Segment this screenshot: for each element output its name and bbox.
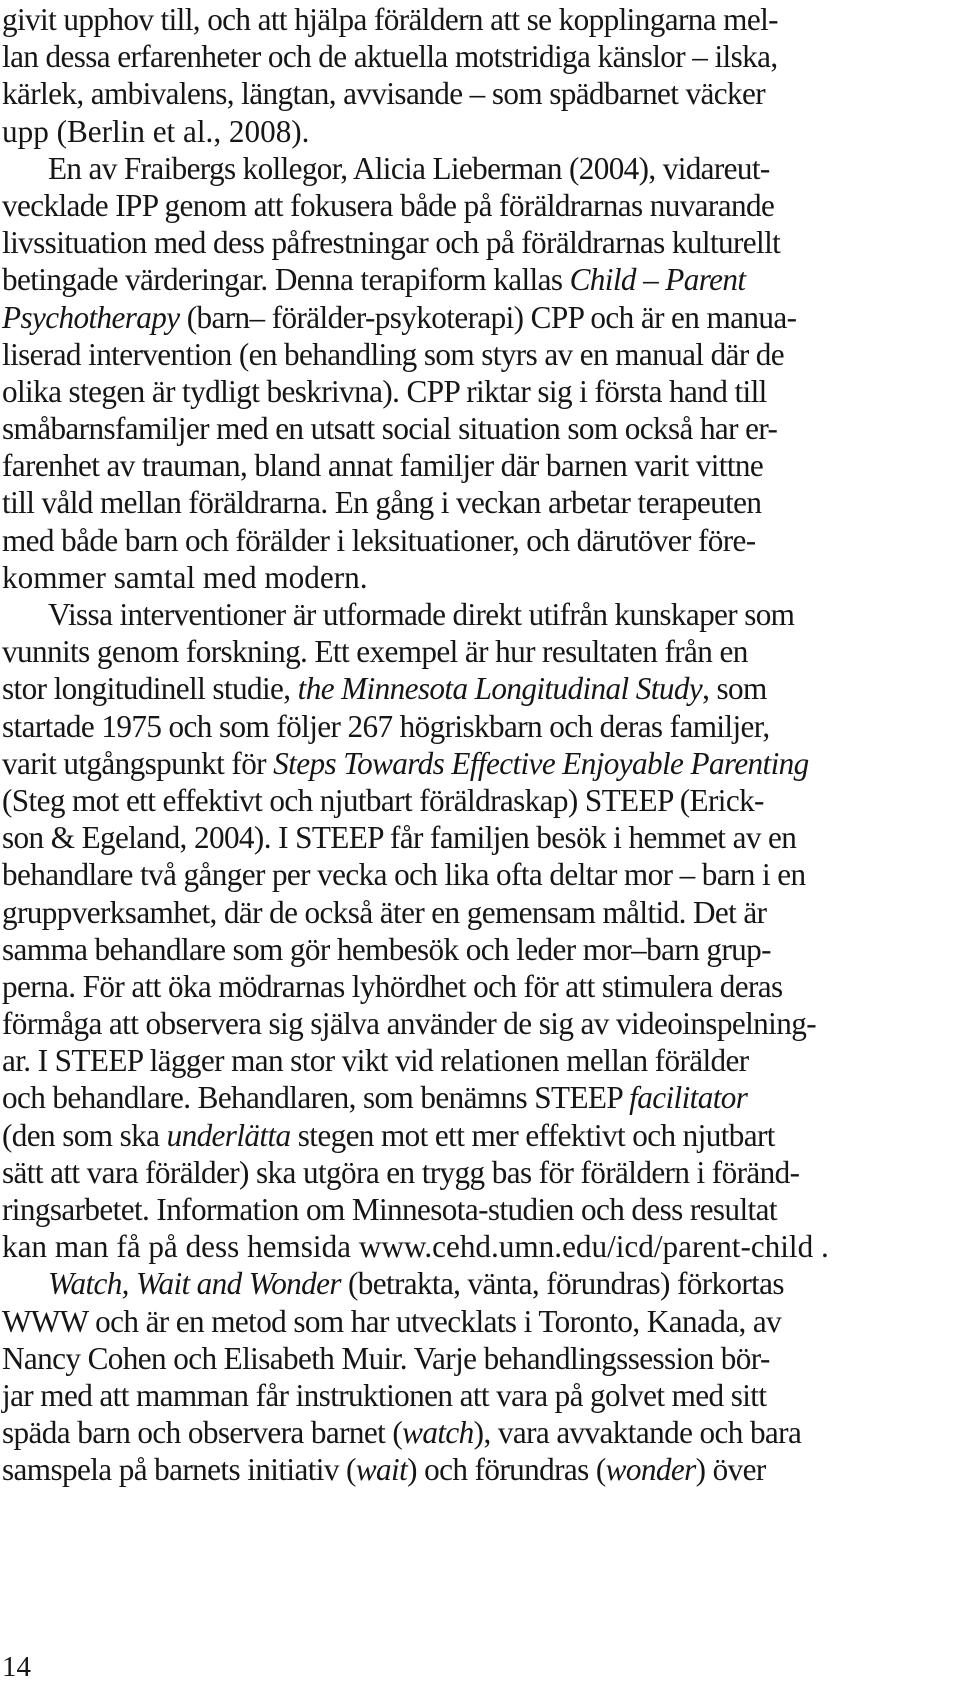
text-line xyxy=(2,38,960,75)
text-run: olika stegen är tydligt beskrivna). CPP riktar sig i första hand till xyxy=(2,373,767,409)
text-line xyxy=(2,1265,960,1302)
text-run: ) och förundras ( xyxy=(407,1452,606,1488)
text-line xyxy=(2,1154,960,1191)
text-run: till våld mellan föräldrarna. En gång i veckan arbetar terapeuten xyxy=(2,485,762,521)
text-line xyxy=(2,782,960,819)
text-line xyxy=(2,299,960,336)
text-line xyxy=(2,1303,960,1340)
text-run: (barn– förälder-psykoterapi) CPP och är en manua- xyxy=(179,299,797,335)
text-line xyxy=(2,150,960,187)
text-run: upp (Berlin et al., 2008). xyxy=(2,113,310,149)
text-run: förmåga att observera sig själva använder de sig av videoinspelning- xyxy=(2,1006,816,1042)
italic-text: watch xyxy=(402,1415,474,1451)
text-line xyxy=(2,336,960,373)
text-run: (den som ska xyxy=(2,1117,167,1153)
text-run: med både barn och förälder i leksituationer, och därutöver före- xyxy=(2,522,756,558)
text-line xyxy=(2,113,960,150)
text-line xyxy=(2,75,960,112)
italic-text: Watch, Wait and Wonder xyxy=(48,1266,341,1302)
text-run: kan man få på dess hemsida www.cehd.umn.edu/icd/parent-child . xyxy=(2,1229,829,1265)
italic-text: Steps Towards Effective Enjoyable Parenting xyxy=(273,745,809,781)
page-number: 14 xyxy=(2,1651,31,1683)
text-line xyxy=(2,447,960,484)
italic-text: Psychotherapy xyxy=(2,299,180,335)
text-line xyxy=(2,819,960,856)
text-line xyxy=(2,1451,960,1488)
text-run: perna. För att öka mödrarnas lyhördhet och för att stimulera deras xyxy=(2,968,783,1004)
italic-text: the Minnesota Longitudinal Study xyxy=(297,671,703,707)
text-run: kommer samtal med modern. xyxy=(2,559,368,595)
text-run: ) över xyxy=(695,1452,766,1488)
text-line xyxy=(2,1228,960,1265)
text-line xyxy=(2,596,960,633)
text-run: stegen mot ett mer effektivt och njutbart xyxy=(290,1117,775,1153)
text-line xyxy=(2,410,960,447)
text-run: Vissa interventioner är utformade direkt utifrån kunskaper som xyxy=(48,597,795,632)
text-run: samma behandlare som gör hembesök och leder mor–barn grup- xyxy=(2,931,771,967)
text-run: varit utgångspunkt för xyxy=(2,745,274,781)
italic-text: wonder xyxy=(605,1452,696,1488)
text-line xyxy=(2,373,960,410)
text-run: son & Egeland, 2004). I STEEP får familjen besök i hemmet av en xyxy=(2,820,797,856)
text-line xyxy=(2,1042,960,1079)
text-line xyxy=(2,559,960,596)
text-line xyxy=(2,1117,960,1154)
text-run: (betrakta, vänta, förundras) förkortas xyxy=(340,1266,784,1302)
text-run: och behandlare. Behandlaren, som benämns STEEP xyxy=(2,1080,630,1116)
text-line xyxy=(2,968,960,1005)
text-run: ar. I STEEP lägger man stor vikt vid relationen mellan förälder xyxy=(2,1043,749,1079)
text-line xyxy=(2,224,960,261)
text-run: givit upphov till, och att hjälpa föräldern att se kopplingarna mel- xyxy=(2,2,778,37)
text-run: späda barn och observera barnet ( xyxy=(2,1415,403,1451)
text-run: ), vara avvaktande och bara xyxy=(473,1415,802,1451)
text-line xyxy=(2,894,960,931)
text-run: farenhet av trauman, bland annat familjer där barnen varit vittne xyxy=(2,448,764,484)
italic-text: underlätta xyxy=(166,1117,291,1153)
text-line xyxy=(2,745,960,782)
text-run: lan dessa erfarenheter och de aktuella motstridiga känslor – ilska, xyxy=(2,39,778,75)
text-run: småbarnsfamiljer med en utsatt social situation som också har er- xyxy=(2,411,778,447)
text-line xyxy=(2,1005,960,1042)
body-text xyxy=(2,1,960,1489)
text-run: sätt att vara förälder) ska utgöra en trygg bas för föräldern i föränd- xyxy=(2,1154,800,1190)
text-run: liserad intervention (en behandling som styrs av en manual där de xyxy=(2,336,785,372)
text-run: , som xyxy=(702,671,767,707)
text-run: gruppverksamhet, där de också äter en gemensam måltid. Det är xyxy=(2,894,767,930)
text-line xyxy=(2,1414,960,1451)
text-run: vecklade IPP genom att fokusera både på föräldrarnas nuvarande xyxy=(2,187,775,223)
text-line xyxy=(2,484,960,521)
italic-text: Child – Parent xyxy=(569,262,746,298)
text-line xyxy=(2,1340,960,1377)
text-line xyxy=(2,633,960,670)
text-run: samspela på barnets initiativ ( xyxy=(2,1452,356,1488)
text-line xyxy=(2,187,960,224)
text-line xyxy=(2,1079,960,1116)
text-run: Nancy Cohen och Elisabeth Muir. Varje behandlingssession bör- xyxy=(2,1340,770,1376)
text-run: (Steg mot ett effektivt och njutbart föräldraskap) STEEP (Erick- xyxy=(2,782,764,818)
italic-text: facilitator xyxy=(629,1080,748,1116)
text-run: WWW och är en metod som har utvecklats i Toronto, Kanada, av xyxy=(2,1303,782,1339)
text-line xyxy=(2,931,960,968)
text-run: livssituation med dess påfrestningar och på föräldrarnas kulturellt xyxy=(2,225,781,261)
text-run: stor longitudinell studie, xyxy=(2,671,298,707)
text-line xyxy=(2,1377,960,1414)
text-line xyxy=(2,1,960,38)
text-run: betingade värderingar. Denna terapiform kallas xyxy=(2,262,570,298)
text-run: startade 1975 och som följer 267 högriskbarn och deras familjer, xyxy=(2,708,770,744)
text-line xyxy=(2,670,960,707)
text-run: jar med att mamman får instruktionen att vara på golvet med sitt xyxy=(2,1377,767,1413)
text-line xyxy=(2,261,960,298)
text-run: kärlek, ambivalens, längtan, avvisande – som spädbarnet väcker xyxy=(2,76,766,112)
text-run: En av Fraibergs kollegor, Alicia Lieberman (2004), vidareut- xyxy=(48,150,770,186)
text-run: behandlare två gånger per vecka och lika ofta deltar mor – barn i en xyxy=(2,857,806,893)
text-run: vunnits genom forskning. Ett exempel är hur resultaten från en xyxy=(2,634,748,670)
text-line xyxy=(2,1191,960,1228)
italic-text: wait xyxy=(355,1452,408,1488)
text-line xyxy=(2,856,960,893)
text-line xyxy=(2,522,960,559)
text-line xyxy=(2,708,960,745)
text-run: ringsarbetet. Information om Minnesota-studien och dess resultat xyxy=(2,1192,777,1227)
